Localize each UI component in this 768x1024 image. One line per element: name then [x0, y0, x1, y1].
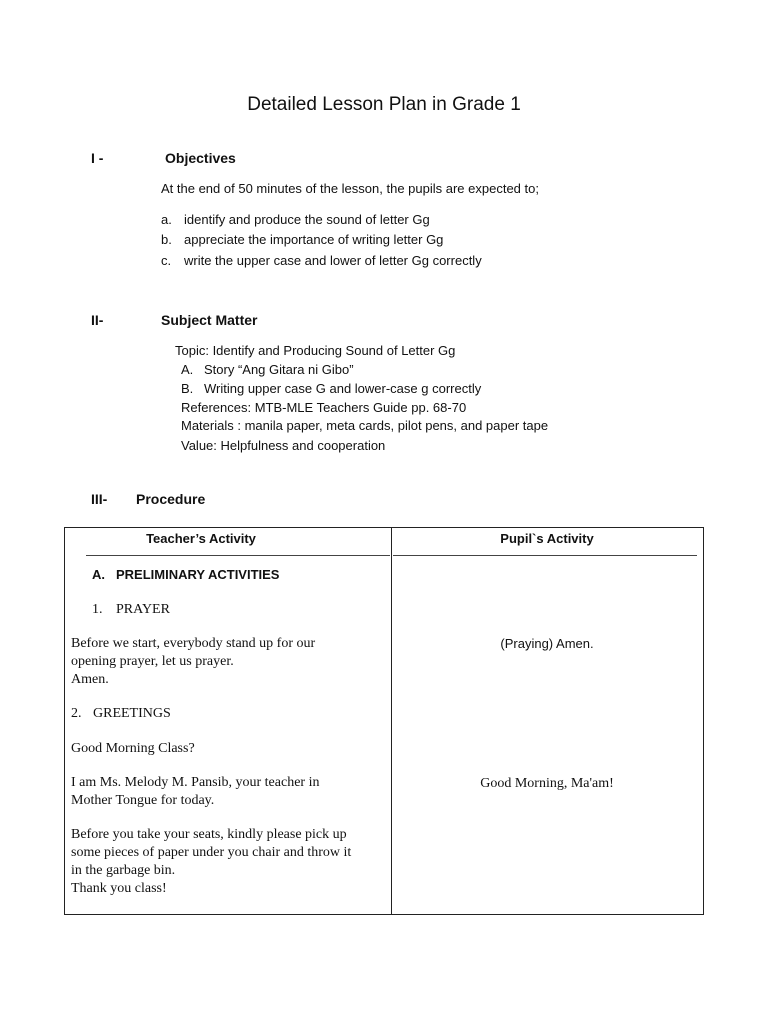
- subtopic-marker: B.: [181, 381, 194, 396]
- teacher-line: Thank you class!: [71, 881, 167, 896]
- objective-marker: a.: [161, 212, 172, 227]
- teacher-line: I am Ms. Melody M. Pansib, your teacher in: [71, 775, 320, 790]
- column-divider: [391, 527, 392, 915]
- objective-marker: b.: [161, 232, 172, 247]
- prayer-heading: PRAYER: [116, 602, 170, 617]
- pupil-response: Good Morning, Ma'am!: [480, 776, 614, 791]
- objectives-intro: At the end of 50 minutes of the lesson, the pupils are expected to;: [161, 181, 539, 196]
- teacher-line: Good Morning Class?: [71, 741, 195, 756]
- subtopic-item: Story “Ang Gitara ni Gibo”: [204, 362, 354, 377]
- objectives-heading: Objectives: [165, 150, 236, 166]
- references-line: References: MTB-MLE Teachers Guide pp. 68-70: [181, 400, 467, 415]
- teacher-line: Amen.: [71, 672, 109, 687]
- section-heading: PRELIMINARY ACTIVITIES: [116, 567, 280, 582]
- header-underline-teacher: [86, 555, 390, 556]
- pupil-response: (Praying) Amen.: [500, 636, 594, 651]
- teacher-line: in the garbage bin.: [71, 863, 176, 878]
- header-underline-pupil: [393, 555, 697, 556]
- teacher-line: some pieces of paper under you chair and throw it: [71, 845, 352, 860]
- subject-matter-number: II-: [91, 312, 104, 328]
- teacher-activity-header: Teacher’s Activity: [146, 531, 256, 546]
- greetings-heading: GREETINGS: [93, 706, 171, 721]
- teacher-line: Before you take your seats, kindly please pick up: [71, 827, 347, 842]
- subject-matter-heading: Subject Matter: [161, 312, 258, 328]
- objective-item: appreciate the importance of writing letter Gg: [184, 232, 444, 247]
- teacher-line: Before we start, everybody stand up for our: [71, 636, 316, 651]
- value-line: Value: Helpfulness and cooperation: [181, 438, 386, 453]
- subtopic-marker: A.: [181, 362, 194, 377]
- procedure-number: III-: [91, 491, 108, 507]
- objectives-number: I -: [91, 150, 104, 166]
- subtopic-item: Writing upper case G and lower-case g correctly: [204, 381, 482, 396]
- greetings-marker: 2.: [71, 706, 82, 721]
- pupil-activity-header: Pupil`s Activity: [500, 531, 594, 546]
- objective-marker: c.: [161, 253, 172, 268]
- procedure-heading: Procedure: [136, 491, 206, 507]
- document-title: Detailed Lesson Plan in Grade 1: [247, 94, 521, 115]
- teacher-line: opening prayer, let us prayer.: [71, 654, 234, 669]
- objective-item: write the upper case and lower of letter Gg correctly: [184, 253, 482, 268]
- section-marker: A.: [92, 567, 105, 582]
- prayer-marker: 1.: [92, 602, 103, 617]
- materials-line: Materials : manila paper, meta cards, pilot pens, and paper tape: [181, 418, 549, 433]
- objective-item: identify and produce the sound of letter Gg: [184, 212, 430, 227]
- topic-line: Topic: Identify and Producing Sound of Letter Gg: [175, 343, 456, 358]
- teacher-line: Mother Tongue for today.: [71, 793, 215, 808]
